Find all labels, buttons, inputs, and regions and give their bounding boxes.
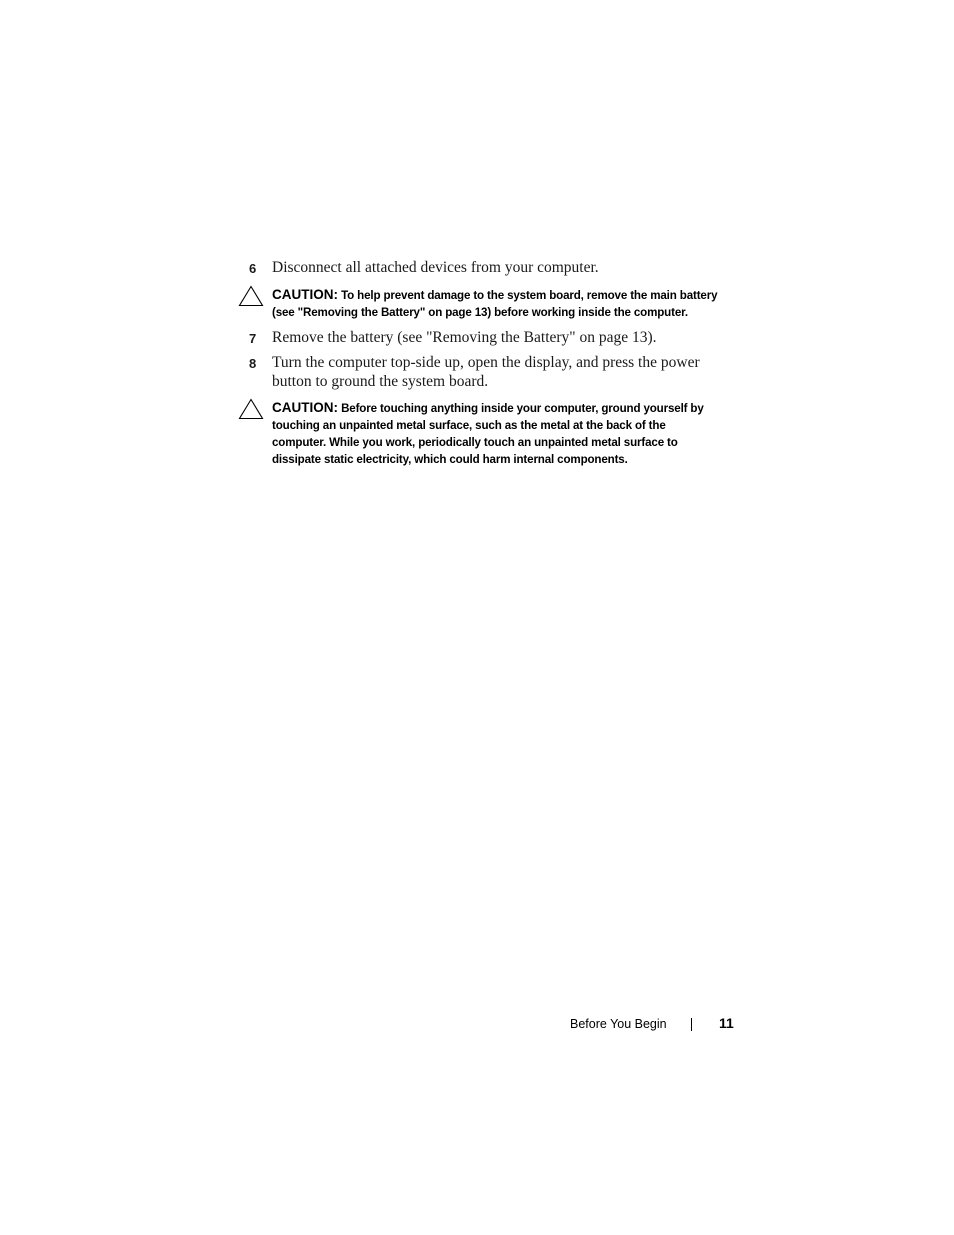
- caution-triangle-icon: [238, 398, 264, 420]
- step-text: Disconnect all attached devices from your computer.: [272, 259, 599, 276]
- caution-label: CAUTION:: [272, 400, 338, 415]
- step-text: Remove the battery (see "Removing the Battery" on page 13).: [272, 329, 657, 346]
- caution-triangle-icon: [238, 285, 264, 307]
- page-footer: [560, 1014, 740, 1034]
- step-number: 8: [249, 356, 257, 371]
- page-number: 11: [719, 1015, 734, 1031]
- step-item: [238, 353, 712, 391]
- caution-note: [238, 286, 738, 321]
- step-number: 7: [249, 331, 257, 346]
- caution-text: Before touching anything inside your computer, ground yourself by touching an unpainted metal surface, such as the metal at the back of the computer. While you work, periodically touch an unpainted metal surface to dissipate static electricity, which could harm internal components.: [272, 402, 704, 466]
- step-text: Turn the computer top-side up, open the display, and press the power button to ground the system board.: [272, 354, 700, 390]
- page-content: [238, 258, 738, 468]
- footer-section-title: Before You Begin: [570, 1017, 667, 1031]
- step-number: 6: [249, 261, 257, 276]
- caution-text: To help prevent damage to the system board, remove the main battery (see "Removing the Battery" on page 13) before working inside the computer.: [272, 289, 718, 319]
- footer-divider: [691, 1018, 692, 1031]
- step-item: [238, 258, 738, 277]
- caution-note: [238, 399, 722, 468]
- step-item: [238, 328, 738, 347]
- caution-label: CAUTION:: [272, 287, 338, 302]
